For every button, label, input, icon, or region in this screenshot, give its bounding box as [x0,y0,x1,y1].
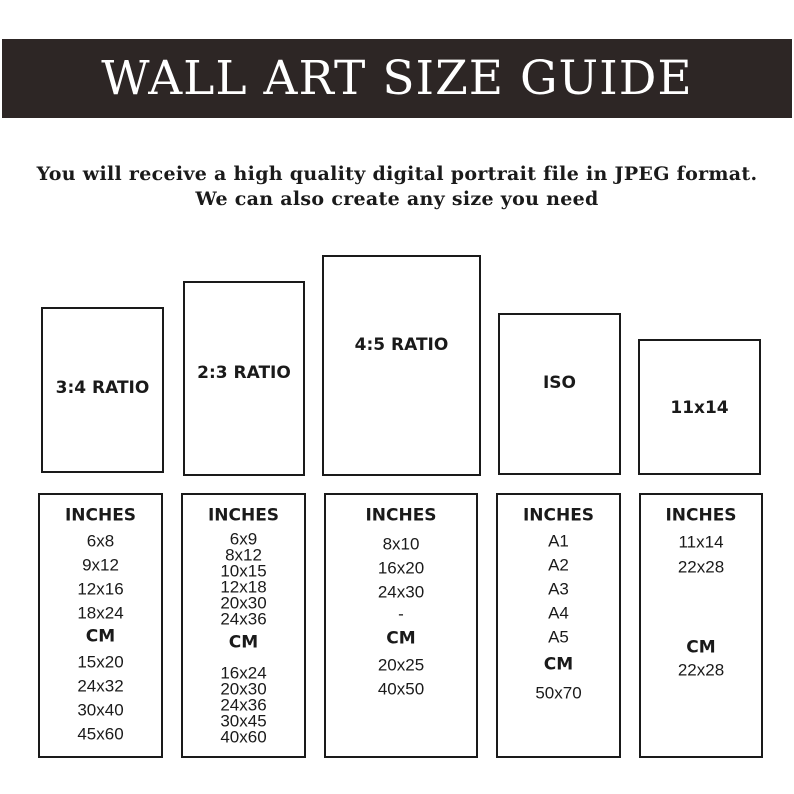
size-value: 24x32 [77,676,124,696]
size-value: 50x70 [535,683,582,703]
size-value: A4 [548,603,569,623]
inches-heading: INCHES [522,505,595,526]
size-value: A1 [548,531,569,551]
frame-label: 11x14 [670,398,729,418]
size-value: 16x24 [220,663,267,683]
size-value-dash: - [398,604,404,624]
size-value: 30x40 [77,700,124,720]
inches-heading: INCHES [365,505,437,526]
page-title: WALL ART SIZE GUIDE [101,51,693,106]
title-banner [2,39,792,118]
frame-label: 3:4 RATIO [55,378,150,398]
sizes-box-11x14 [639,493,763,758]
size-value: 30x45 [220,711,267,731]
size-value: 24x36 [220,609,267,629]
size-value: 18x24 [77,603,124,623]
size-value: 22x28 [677,660,725,680]
size-value: 12x18 [220,577,267,597]
inches-heading: INCHES [665,505,737,526]
inches-heading: INCHES [207,505,280,526]
frame-label: 2:3 RATIO [197,363,291,383]
cm-heading: CM [85,626,116,647]
size-value: 20x30 [220,679,267,699]
frame-11x14 [638,339,761,475]
size-value: 10x15 [220,561,267,581]
size-value: 20x30 [220,593,267,613]
sizes-box-4-5 [324,493,478,758]
frame-3-4-ratio [41,307,164,473]
inches-heading: INCHES [64,505,137,526]
size-value: A3 [548,579,569,599]
cm-heading: CM [543,654,574,675]
sizes-box-2-3 [181,493,306,758]
sizes-box-3-4 [38,493,163,758]
frame-4-5-ratio [322,255,481,476]
subtitle-line-2: We can also create any size you need [195,188,599,210]
size-value: 11x14 [678,532,724,552]
size-value: 15x20 [77,652,124,672]
cm-heading: CM [386,628,416,649]
size-value: 6x8 [86,531,115,551]
size-value: A5 [548,627,569,647]
size-value: 8x10 [382,534,420,554]
size-value: 24x30 [377,582,425,602]
size-value: 9x12 [82,555,119,575]
size-value: 22x28 [677,557,725,577]
size-value: 40x50 [377,679,425,699]
size-value: 24x36 [220,695,267,715]
size-value: 20x25 [377,655,425,675]
cm-heading: CM [228,632,259,653]
frame-label: 4:5 RATIO [354,335,449,355]
size-value: 12x16 [77,579,124,599]
subtitle-line-1: You will receive a high quality digital portrait file in JPEG format. [36,163,758,185]
frame-label: ISO [542,373,577,393]
size-value: 45x60 [77,724,124,744]
cm-heading: CM [686,637,716,658]
size-value: 40x60 [220,727,267,747]
frame-2-3-ratio [183,281,305,476]
sizes-box-iso [496,493,621,758]
size-value: A2 [548,555,569,575]
size-value: 6x9 [229,529,258,549]
size-value: 16x20 [377,558,425,578]
size-value: 8x12 [225,545,262,565]
frame-iso [498,313,621,475]
